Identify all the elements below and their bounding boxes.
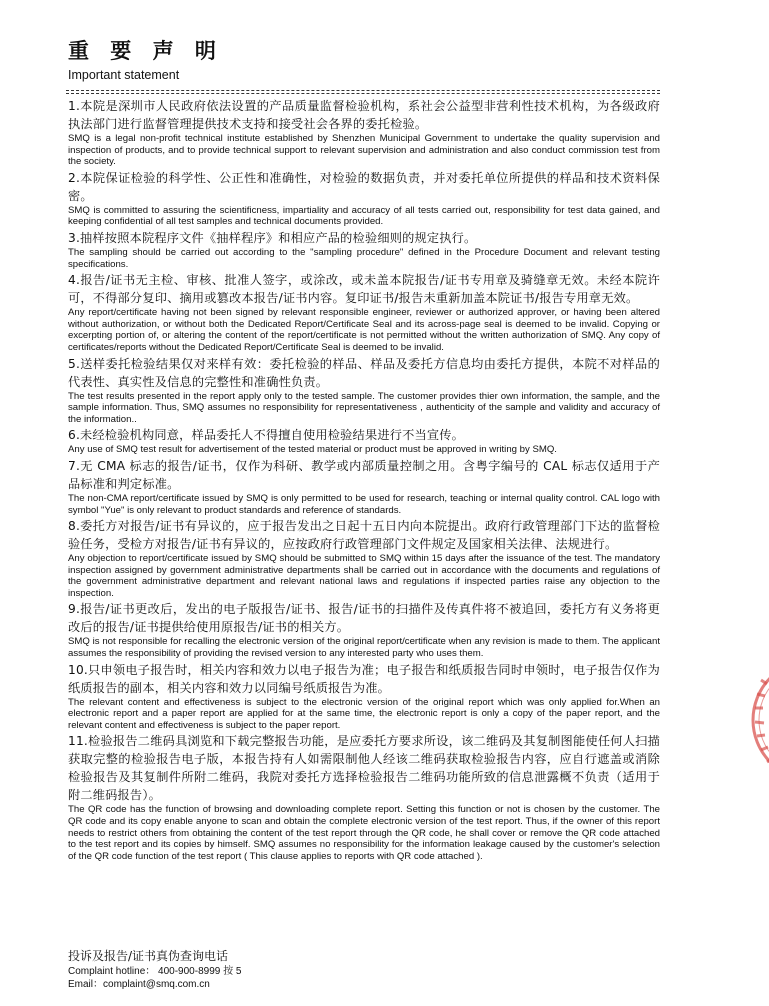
statement-item-6 bbox=[68, 426, 660, 456]
statement-text-en: The QR code has the function of browsing and downloading complete report. Setting this function or not is chosen by the customer. The QR code and its copy enable anyone to scan and obtain the complete electronic version of the test report. Thus, if the owner of this report needs to restrict others from obtaining the content of the test report through the QR code, he shall cover or remove the QR code attached to the test report and its copies by himself. SMQ assumes no responsibility for the information leakage caused by the customer's selection of the QR code function of the test report ( This clause applies to reports with QR code attached ). bbox=[68, 804, 660, 862]
statement-item-9 bbox=[68, 600, 660, 659]
contact-title: 投诉及报告/证书真伪查询电话 bbox=[68, 949, 229, 963]
complaint-hotline: Complaint hotline： 400-900-8999 按 5 bbox=[68, 966, 242, 977]
divider bbox=[66, 90, 660, 91]
statement-text-en: The non-CMA report/certificate issued by SMQ is only permitted to be used for research, teaching or internal quality control. CAL logo with symbol "Yue" is only relevant to product standards and reference of standards. bbox=[68, 492, 660, 516]
statement-text-cn: 4.报告/证书无主检、审核、批准人签字，或涂改，或未盖本院报告/证书专用章及骑缝章无效。未经本院许可，不得部分复印、摘用或篡改本报告/证书内容。复印证书/报告未重新加盖本院证书/报告专用章无效。 bbox=[68, 273, 660, 306]
statement-text-cn: 2.本院保证检验的科学性、公正性和准确性，对检验的数据负责，并对委托单位所提供的样品和技术资料保密。 bbox=[68, 170, 660, 203]
statement-item-1 bbox=[68, 97, 660, 168]
statement-text-cn: 3.抽样按照本院程序文件《抽样程序》和相应产品的检验细则的规定执行。 bbox=[68, 230, 477, 245]
statement-text-en: The sampling should be carried out according to the "sampling procedure" defined in the Procedure Document and relevant testing specifications. bbox=[68, 246, 660, 270]
statement-text-en: The test results presented in the report apply only to the tested sample. The customer provides thier own information, the sample, and the sample information. Thus, SMQ assumes no responsibility for representativeness , authenticity of the sample and validity and accuracy of the information.. bbox=[68, 390, 660, 425]
statement-item-10 bbox=[68, 661, 660, 732]
page-title: 重 要 声 明 bbox=[68, 39, 223, 63]
complaint-email: Email：complaint@smq.com.cn bbox=[68, 979, 210, 990]
statement-text-cn: 1.本院是深圳市人民政府依法设置的产品质量监督检验机构，系社会公益型非营利性技术机构，为各级政府执法部门进行监督管理提供技术支持和接受社会各界的委托检验。 bbox=[68, 99, 660, 131]
statement-item-3 bbox=[68, 229, 660, 270]
statement-text-en: SMQ is not responsible for recalling the electronic version of the original report/certificate when any revision is made to them. The applicant assumes the responsibility of providing the revised version to any interested party who uses them. bbox=[68, 636, 660, 660]
contact-footer bbox=[68, 948, 468, 991]
statement-item-7 bbox=[68, 457, 660, 516]
statement-text-en: The relevant content and effectiveness is subject to the electronic version of the original report which was only applied for.When an electronic report and a paper report are applied for at the same time, the electronic report is only a copy of the paper report, and the relevant content and effectiveness is subject to the paper report. bbox=[68, 696, 660, 731]
statement-text-cn: 9.报告/证书更改后，发出的电子版报告/证书、报告/证书的扫描件及传真件将不被追回，委托方有义务将更改后的报告/证书提供给使用原报告/证书的相关方。 bbox=[68, 602, 660, 635]
statement-list bbox=[68, 97, 660, 863]
statement-text-en: Any report/certificate having not been signed by relevant responsible engineer, reviewer or authorized approver, or having been altered without authorization, or without both the Dedicated Report/Certificate Seal and its across-page seal is deemed to be invalid. Copying or excerpting portion of, or altering the content of the report/certificate is not permitted without the written authorization of SMQ. Any copy of certificates/reports without the Dedicated Report/Certificate Seal is deemed to be invalid. bbox=[68, 307, 660, 353]
statement-text-cn: 6.未经检验机构同意，样品委托人不得擅自使用检验结果进行不当宣传。 bbox=[68, 428, 465, 443]
statement-item-11 bbox=[68, 732, 660, 862]
statement-text-cn: 11.检验报告二维码具浏览和下载完整报告功能，是应委托方要求所设，该二维码及其复制图能使任何人扫描获取完整的检验报告电子版，本报告持有人如需限制他人经该二维码获取检验报告内容，应自行遮盖或消除检验报告及其复制件所附二维码，我院对委托方选择检验报告二维码功能所致的信息泄露概不负责（适用于附二维码报告）。 bbox=[68, 734, 660, 803]
statement-item-4 bbox=[68, 271, 660, 353]
statement-text-cn: 8.委托方对报告/证书有异议的，应于报告发出之日起十五日内向本院提出。政府行政管理部门下达的监督检验任务，受检方对报告/证书有异议的，应按政府行政管理部门文件规定及国家相关法律、法规进行。 bbox=[68, 519, 660, 552]
statement-item-5 bbox=[68, 355, 660, 426]
statement-text-en: SMQ is a legal non-profit technical institute established by Shenzhen Municipal Government to undertake the quality supervision and inspection of products, and to provide technical support to relevant supervision and administration and also conduct commission test from the society. bbox=[68, 133, 660, 168]
statement-text-en: SMQ is committed to assuring the scientificness, impartiality and accuracy of all tests carried out, responsibility for test data gained, and keeping confidential of all test samples and technical documents provided. bbox=[68, 204, 660, 228]
divider bbox=[66, 93, 660, 94]
statement-text-cn: 5.送样委托检验结果仅对来样有效：委托检验的样品、样品及委托方信息均由委托方提供，本院不对样品的代表性、真实性及信息的完整性和准确性负责。 bbox=[68, 356, 660, 389]
statement-item-8 bbox=[68, 517, 660, 599]
red-seal-icon bbox=[733, 650, 769, 790]
statement-text-en: Any use of SMQ test result for advertisement of the tested material or product must be approved in writing by SMQ. bbox=[68, 444, 557, 456]
statement-text-cn: 7.无 CMA 标志的报告/证书，仅作为科研、教学或内部质量控制之用。含粤字编号的 CAL 标志仅适用于产品标准和判定标准。 bbox=[68, 458, 660, 491]
page-subtitle: Important statement bbox=[68, 68, 180, 82]
statement-item-2 bbox=[68, 169, 660, 228]
statement-text-en: Any objection to report/certificate issued by SMQ should be submitted to SMQ within 15 days after the issuance of the test. The mandatory inspection assigned by government administrative departments shall be carried out in accordance with the documents and regulations of the government administrative department and relevant national laws and regulations if inspected parties raise any objection to the inspection. bbox=[68, 553, 660, 599]
statement-text-cn: 10.只申领电子报告时，相关内容和效力以电子报告为准；电子报告和纸质报告同时申领时，电子报告仅作为纸质报告的副本，相关内容和效力以同编号纸质报告为准。 bbox=[68, 662, 660, 695]
